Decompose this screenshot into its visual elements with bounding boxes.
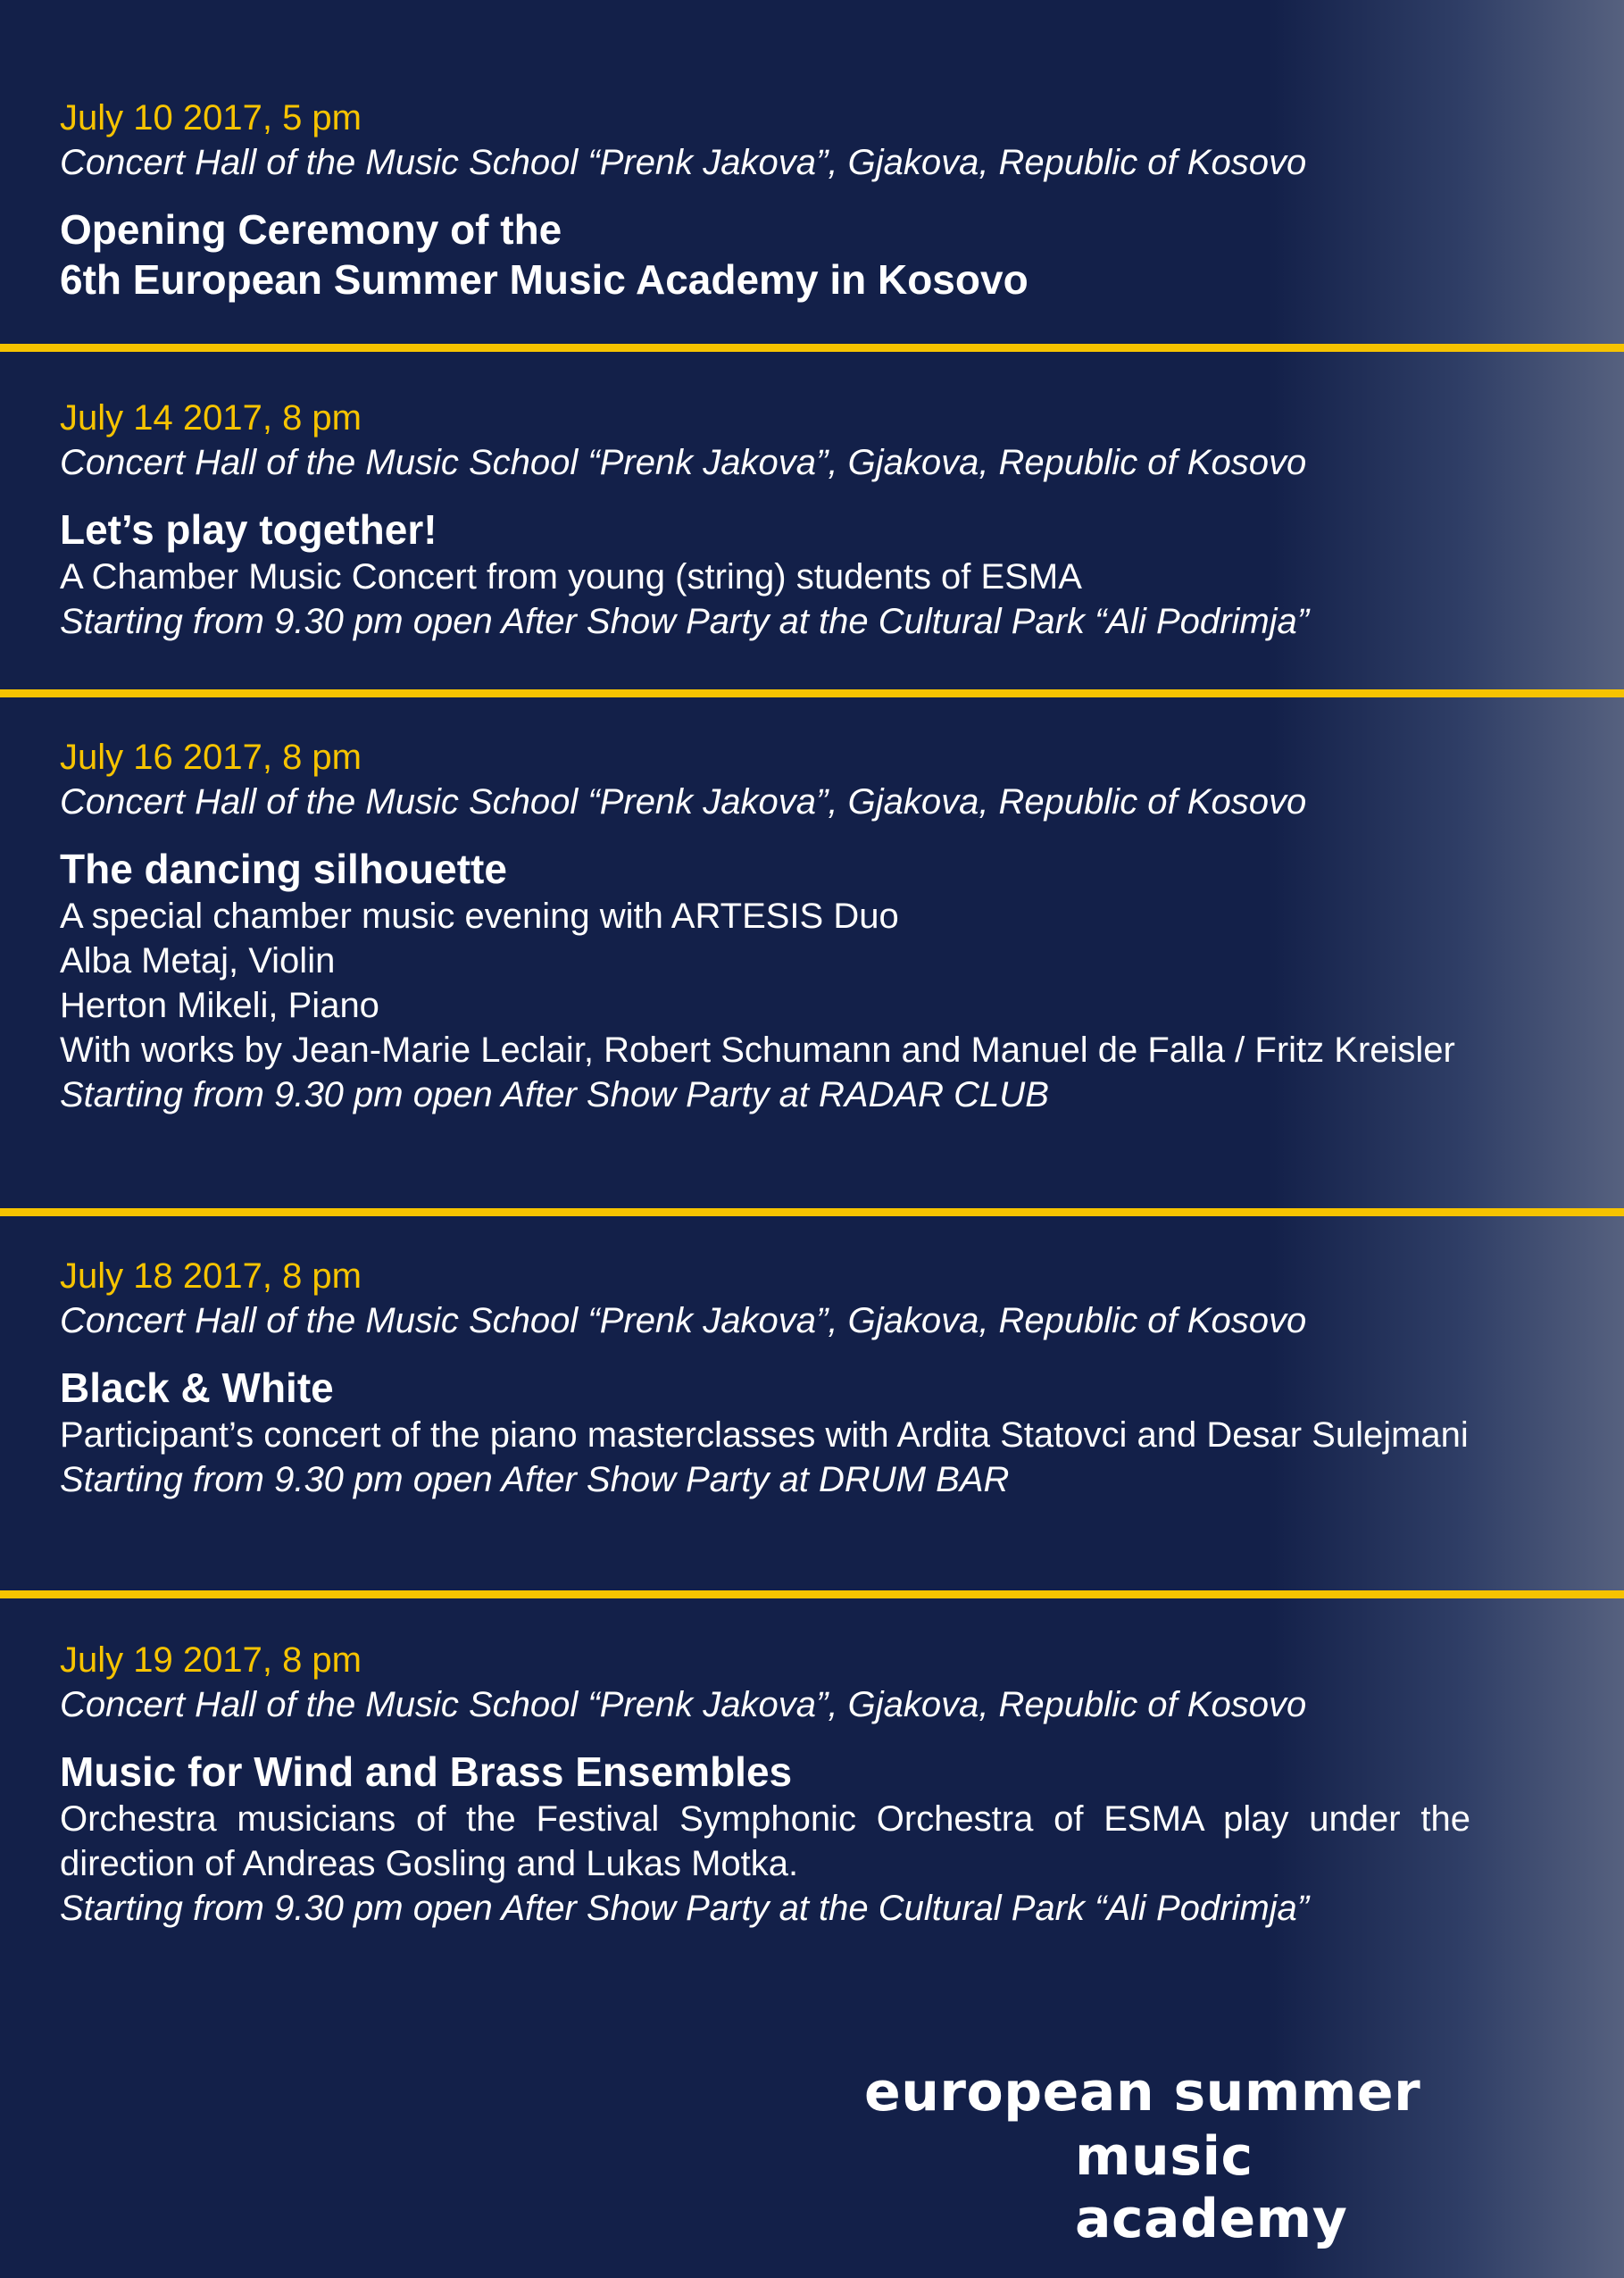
event-detail: A special chamber music evening with ARTESIS Duo [60, 897, 899, 936]
separator-4 [0, 1590, 1624, 1598]
event-venue: Concert Hall of the Music School “Prenk Jakova”, Gjakova, Republic of Kosovo [60, 1685, 1307, 1724]
event-5 [0, 1638, 1624, 1931]
separator-3 [0, 1208, 1624, 1216]
event-after-party: Starting from 9.30 pm open After Show Party at the Cultural Park “Ali Podrimja” [60, 602, 1310, 641]
event-detail: With works by Jean-Marie Leclair, Robert Schumann and Manuel de Falla / Fritz Kreisler [60, 1031, 1455, 1070]
event-venue: Concert Hall of the Music School “Prenk Jakova”, Gjakova, Republic of Kosovo [60, 782, 1307, 822]
event-date: July 16 2017, 8 pm [60, 738, 362, 777]
event-3 [0, 735, 1624, 1117]
event-title-line-1: Opening Ceremony of the [60, 206, 562, 253]
event-detail: Participant’s concert of the piano masterclasses with Ardita Statovci and Desar Sulejmani [60, 1415, 1469, 1455]
event-detail: Alba Metaj, Violin [60, 941, 336, 980]
event-venue: Concert Hall of the Music School “Prenk Jakova”, Gjakova, Republic of Kosovo [60, 143, 1307, 182]
event-date: July 19 2017, 8 pm [60, 1640, 362, 1680]
event-detail: Orchestra musicians of the Festival Symphonic Orchestra of ESMA play under the direction of Andreas Gosling and Lukas Motka. [60, 1799, 1470, 1883]
event-venue: Concert Hall of the Music School “Prenk Jakova”, Gjakova, Republic of Kosovo [60, 1301, 1307, 1340]
event-after-party: Starting from 9.30 pm open After Show Party at the Cultural Park “Ali Podrimja” [60, 1889, 1310, 1928]
event-title: Music for Wind and Brass Ensembles [60, 1748, 793, 1795]
event-after-party: Starting from 9.30 pm open After Show Party at DRUM BAR [60, 1460, 1010, 1499]
event-detail: A Chamber Music Concert from young (string) students of ESMA [60, 557, 1082, 597]
esma-logo [864, 2061, 1543, 2250]
event-date: July 14 2017, 8 pm [60, 398, 362, 438]
separator-2 [0, 689, 1624, 697]
logo-line-1: european summer [864, 2061, 1421, 2124]
event-after-party: Starting from 9.30 pm open After Show Party at RADAR CLUB [60, 1075, 1049, 1114]
event-1 [0, 96, 1624, 305]
event-title: Let’s play together! [60, 506, 437, 553]
event-4 [0, 1254, 1624, 1502]
separator-1 [0, 344, 1624, 352]
event-venue: Concert Hall of the Music School “Prenk Jakova”, Gjakova, Republic of Kosovo [60, 443, 1307, 482]
event-title: Black & White [60, 1364, 334, 1411]
event-title: The dancing silhouette [60, 846, 507, 892]
event-date: July 10 2017, 5 pm [60, 98, 362, 138]
logo-line-2: music academy [1075, 2125, 1348, 2250]
event-title-line-2: 6th European Summer Music Academy in Kosovo [60, 256, 1029, 303]
event-title [60, 204, 1624, 305]
event-date: July 18 2017, 8 pm [60, 1256, 362, 1296]
event-2 [0, 396, 1624, 644]
event-detail: Herton Mikeli, Piano [60, 986, 379, 1025]
